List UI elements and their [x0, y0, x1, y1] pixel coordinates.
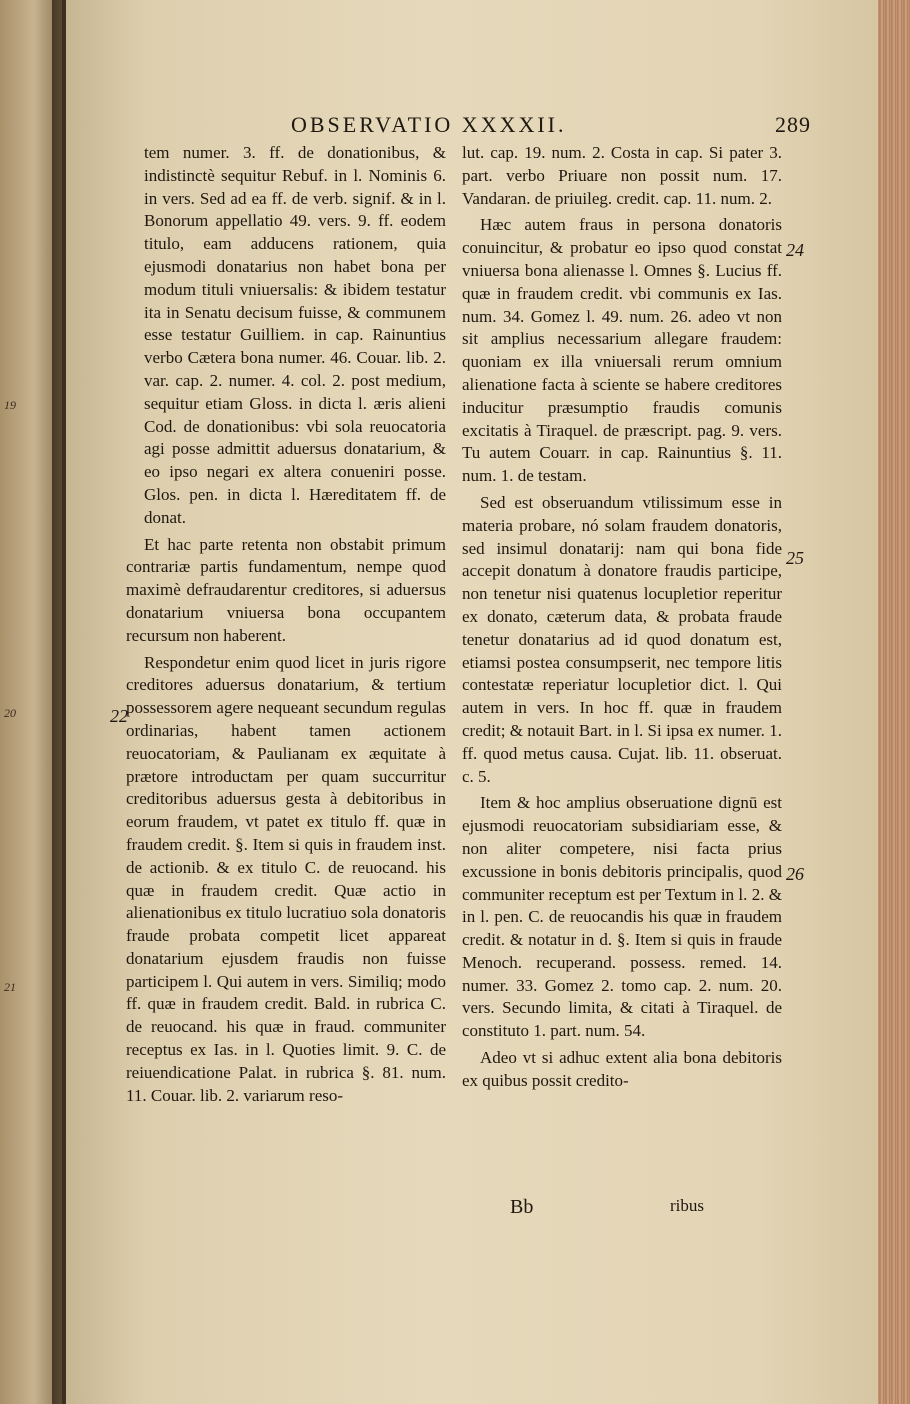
margin-note-number: 24 [786, 240, 804, 260]
running-header [291, 112, 811, 142]
right-page [66, 0, 878, 1404]
paragraph: tem numer. 3. ff. de donationibus, & indistinctè sequitur Rebuf. in l. Nominis 6. in vers. Sed ad ea ff. de verb. signif. & in l. Bonorum appellatio 49. vers. 9. ff. eodem titulo, eam adducens rationem, quia ejusmodi donatarius non habet bona per modum tituli vniuersalis: & ibidem testatur ita in Senatu decisum fuisse, & communem esse testatur Guilliem. in cap. Rainuntius verbo Cætera bona numer. 46. Couar. lib. 2. var. cap. 2. numer. 4. col. 2. post medium, sequitur etiam Gloss. in dicta l. æris alieni Cod. de donationibus: vbi sola reuocatoria agi posse admittit aduersus donatarium, & eo ipso negari ex altera conueniri posse. Glos. pen. in dicta l. Hæreditatem ff. de donat. [144, 143, 446, 527]
catchword: ribus [670, 1196, 704, 1215]
running-title: OBSERVATIO XXXXII. [291, 112, 567, 137]
page-number: 289 [775, 112, 811, 137]
margin-note-number: 22 [110, 706, 128, 726]
left-page-margin-number: 19 [4, 398, 16, 412]
paragraph: Respondetur enim quod licet in juris rigore creditores aduersus donatarium, & tertium possessorem agere nequeant secundum regulas ordinarias, habent tamen actionem reuocatoriam, & Paulianam ex æquitate à prætore introductam per quam succurritur creditoribus aduersus gesta à debitoribus in eorum fraudem, vt patet ex titulo ff. quæ in fraudem credit. §. Item si quis in fraudem inst. de actionib. & ex titulo C. de reuocand. his quæ in fraudem credit. Quæ actio in alienationibus ex titulo lucratiuo sola donatoris fraude probata competit licet appareat donatarium ejusdem fraudis non fuisse participem l. Qui autem in vers. Similiq; modo ff. quæ in fraudem credit. Bald. in rubrica C. de reuocand. his quæ in fraud. communiter receptus ex Ias. in l. Quoties limit. 9. C. de reiuendicatione Palat. in rubrica §. 81. num. 11. Couar. lib. 2. variarum reso- [126, 652, 446, 1105]
page-edges [878, 0, 910, 1404]
margin-note-number: 26 [786, 864, 804, 884]
right-column [462, 142, 782, 1097]
paragraph: Adeo vt si adhuc extent alia bona debitoris ex quibus possit credito- [462, 1048, 782, 1090]
left-page-margin-number: 20 [4, 706, 16, 720]
paragraph: lut. cap. 19. num. 2. Costa in cap. Si pater 3. part. verbo Priuare non possit num. 17. Vandaran. de priuileg. credit. cap. 11. num. 2. [462, 143, 782, 208]
signature-mark: Bb [510, 1196, 534, 1218]
left-column [126, 142, 446, 1111]
paragraph: Item & hoc amplius obseruatione dignū est ejusmodi reuocatoriam subsidiariam esse, & non aliter competere, nisi facta prius excussione in bonis debitoris principalis, quod communiter receptum est per Textum in l. 2. & in l. pen. C. de reuocandis his quæ in fraudem credit. & notatur in d. §. Item si quis in fraude Menoch. recuperand. possess. remed. 14. numer. 33. Gomez 2. tomo cap. 2. num. 20. vers. Secundo limita, & citati à Tiraquel. de constituto 1. part. num. 54. [462, 793, 782, 1041]
paragraph: Sed est obseruandum vtilissimum esse in materia probare, nó solam fraudem donatoris, sed insimul donatarij: nam qui bona fide accepit donatum à donatore fraudis participe, non tenetur nisi quatenus locupletior reperitur ex donato, cæterum data, & probata fraude tenetur donatarius ad id quod donatum est, etiamsi postea consumpserit, nec tempore litis contestatæ reperiatur locupletior dict. l. Qui autem in vers. In hoc ff. quæ in fraudem credit; & notauit Bart. in l. Si ipsa ex numer. 1. ff. quod metus causa. Cujat. lib. 11. obseruat. c. 5. [462, 492, 782, 786]
left-page-margin-number: 21 [4, 980, 16, 994]
paragraph: Hæc autem fraus in persona donatoris conuincitur, & probatur eo ipso quod constat vniuersa bona alienasse l. Omnes §. Lucius ff. quæ in fraudem credit. vbi communis ex Ias. num. 34. Gomez l. 49. num. 26. adeo vt non sit amplius necessarium allegare fraudem: quoniam ex illa vniuersali rerum omnium alienatione facta à sciente se habere creditores inducitur præsumptio fraudis comunis excitatis à Tiraquel. de præscript. pag. 9. vers. Tu autem Couarr. in cap. Rainuntius §. 11. num. 1. de testam. [462, 215, 782, 486]
paragraph: Et hac parte retenta non obstabit primum contrariæ partis fundamentum, nempe quod maximè defraudarentur creditores, si aduersus donatarium vniuersa bona occupantem recursum non haberent. [126, 534, 446, 645]
margin-note-number: 25 [786, 548, 804, 568]
